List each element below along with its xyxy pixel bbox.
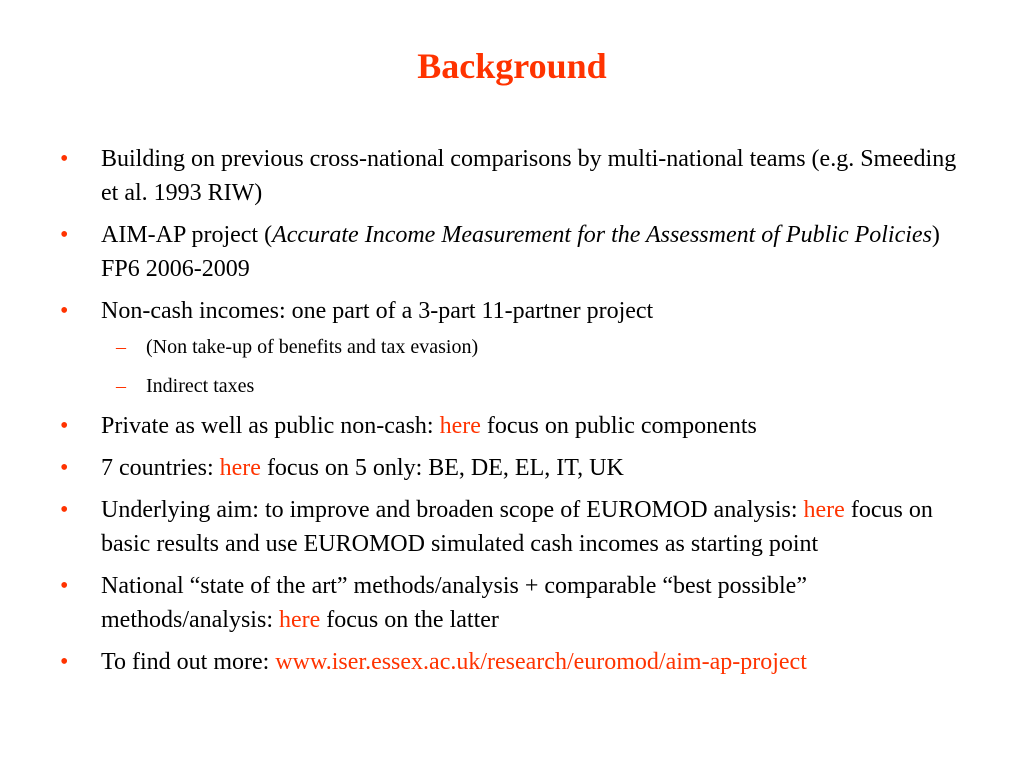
here-highlight: here [439,413,481,439]
here-highlight: here [219,455,261,481]
sub-bullet-text: (Non take-up of benefits and tax evasion) [146,336,479,358]
bullet-marker: • [60,455,69,481]
bullet-item [60,451,970,485]
bullet-item [60,493,970,561]
bullet-marker: • [60,146,69,172]
bullet-text: ) FP6 2006-2009 [101,222,940,282]
bullet-text: Building on previous cross-national comparisons by multi-national teams (e.g. Smeeding et al. 1993 RIW) [101,146,957,206]
bullet-marker: • [60,222,69,248]
bullet-text: focus on the latter [320,607,499,633]
bullet-marker: • [60,413,69,439]
bullet-text: To find out more: [101,649,276,675]
bullet-list [60,142,970,687]
bullet-item [60,142,970,210]
bullet-item [60,294,970,328]
bullet-text: focus on basic results and use EUROMOD simulated cash incomes as starting point [101,497,933,557]
sub-bullet-item [60,334,970,360]
bullet-item [60,645,970,679]
bullet-text: National “state of the art” methods/analysis + comparable “best possible” methods/analysis: [101,573,807,633]
bullet-text: AIM-AP project ( [101,222,273,248]
bullet-item [60,218,970,286]
here-highlight: here [803,497,845,523]
bullet-marker: • [60,649,69,675]
bullet-text: Underlying aim: to improve and broaden scope of EUROMOD analysis: [101,497,804,523]
project-link[interactable]: www.iser.essex.ac.uk/research/euromod/aim-ap-project [275,649,807,675]
bullet-text: focus on 5 only: BE, DE, EL, IT, UK [260,455,624,481]
slide-title: Background [417,46,607,86]
bullet-marker: • [60,573,69,599]
project-full-name: Accurate Income Measurement for the Assessment of Public Policies [272,222,932,248]
sub-bullet-item [60,373,970,399]
bullet-marker: • [60,298,69,324]
here-highlight: here [278,607,321,633]
dash-marker: – [116,336,126,358]
bullet-text: 7 countries: [101,455,220,481]
dash-marker: – [116,375,126,397]
bullet-item [60,569,970,637]
bullet-text: Private as well as public non-cash: [101,413,440,439]
bullet-marker: • [60,497,69,523]
bullet-text: Non-cash incomes: one part of a 3-part 11-partner project [101,298,654,324]
bullet-text: focus on public components [480,413,757,439]
bullet-item [60,409,970,443]
sub-bullet-text: Indirect taxes [146,375,255,397]
